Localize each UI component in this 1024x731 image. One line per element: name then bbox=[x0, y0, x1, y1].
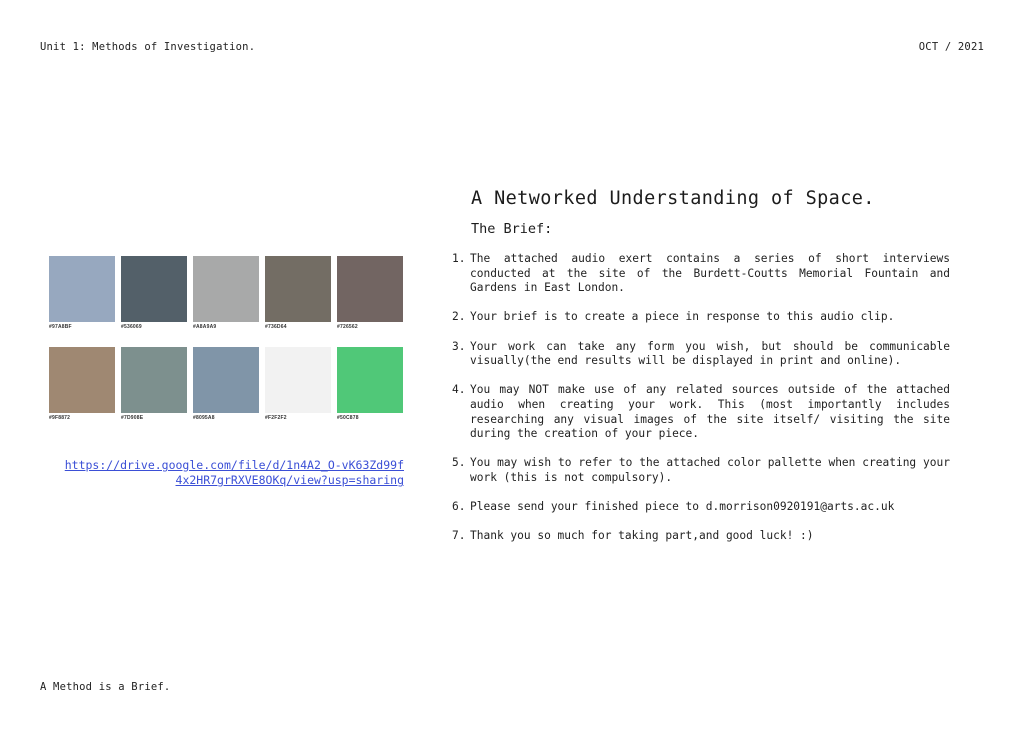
palette-row bbox=[49, 347, 409, 421]
brief-item bbox=[452, 340, 952, 369]
palette-swatch-item bbox=[193, 347, 259, 421]
palette-row bbox=[49, 256, 409, 330]
palette-swatch-item bbox=[337, 347, 403, 421]
brief-item-text: Thank you so much for taking part,and good luck! :) bbox=[470, 529, 814, 543]
color-code: #726562 bbox=[337, 324, 358, 330]
color-swatch bbox=[193, 347, 259, 413]
palette-swatch-item bbox=[49, 347, 115, 421]
color-code: #F2F2F2 bbox=[265, 415, 287, 421]
brief-item-number: 2. bbox=[452, 310, 466, 324]
palette-swatch-item bbox=[49, 256, 115, 330]
document-title: A Networked Understanding of Space. bbox=[471, 188, 875, 209]
brief-item-number: 3. bbox=[452, 339, 466, 353]
header-date: OCT / 2021 bbox=[918, 41, 984, 53]
color-code: #50C878 bbox=[337, 415, 359, 421]
brief-item bbox=[452, 529, 952, 544]
color-code: #A8A9A9 bbox=[193, 324, 217, 330]
palette-swatch-item bbox=[337, 256, 403, 330]
brief-item-number: 5. bbox=[452, 456, 466, 470]
color-swatch bbox=[49, 347, 115, 413]
color-swatch bbox=[337, 256, 403, 322]
color-swatch bbox=[49, 256, 115, 322]
palette-swatch-item bbox=[265, 347, 331, 421]
color-code: #97A8BF bbox=[49, 324, 72, 330]
brief-item-text: Please send your finished piece to d.morrison0920191@arts.ac.uk bbox=[470, 500, 895, 514]
color-swatch bbox=[121, 347, 187, 413]
brief-item-number: 4. bbox=[452, 383, 466, 397]
color-swatch bbox=[121, 256, 187, 322]
palette-swatch-item bbox=[121, 347, 187, 421]
brief-item-text: Your brief is to create a piece in response to this audio clip. bbox=[470, 310, 895, 324]
color-swatch bbox=[265, 256, 331, 322]
brief-item bbox=[452, 500, 952, 515]
brief-item bbox=[452, 252, 952, 296]
brief-item-number: 6. bbox=[452, 500, 466, 514]
color-swatch bbox=[337, 347, 403, 413]
brief-item-text: You may wish to refer to the attached color pallette when creating your work (this is not compulsory). bbox=[470, 456, 950, 484]
brief-item-number: 7. bbox=[452, 529, 466, 543]
color-code: #7D908E bbox=[121, 415, 144, 421]
drive-link[interactable]: https://drive.google.com/file/d/1n4A2_O-vK63Zd99f4x2HR7grRXVE8OKq/view?usp=sharing bbox=[64, 458, 404, 487]
brief-item-text: Your work can take any form you wish, but should be communicable visually(the end results will be displayed in print and online). bbox=[470, 339, 950, 368]
brief-item bbox=[452, 310, 952, 325]
color-palette bbox=[49, 256, 409, 438]
palette-swatch-item bbox=[265, 256, 331, 330]
color-code: #8095A8 bbox=[193, 415, 215, 421]
palette-swatch-item bbox=[193, 256, 259, 330]
brief-item-text: You may NOT make use of any related sources outside of the attached audio when creating your work. This (most importantly includes researching any visual images of the site itself/ visiting the site during the creation of your piece. bbox=[470, 383, 950, 441]
header-unit-title: Unit 1: Methods of Investigation. bbox=[40, 41, 256, 53]
document-subtitle: The Brief: bbox=[471, 221, 553, 237]
color-code: #9F8872 bbox=[49, 415, 71, 421]
color-code: #736D64 bbox=[265, 324, 287, 330]
footer-tagline: A Method is a Brief. bbox=[40, 681, 171, 693]
color-swatch bbox=[265, 347, 331, 413]
color-swatch bbox=[193, 256, 259, 322]
color-code: #536069 bbox=[121, 324, 142, 330]
brief-item-text: The attached audio exert contains a series of short interviews conducted at the site of the Burdett-Coutts Memorial Fountain and Gardens in East London. bbox=[470, 252, 950, 295]
brief-item-number: 1. bbox=[452, 252, 466, 265]
palette-swatch-item bbox=[121, 256, 187, 330]
brief-item bbox=[452, 456, 952, 485]
brief-list bbox=[452, 252, 952, 558]
brief-item bbox=[452, 383, 952, 441]
